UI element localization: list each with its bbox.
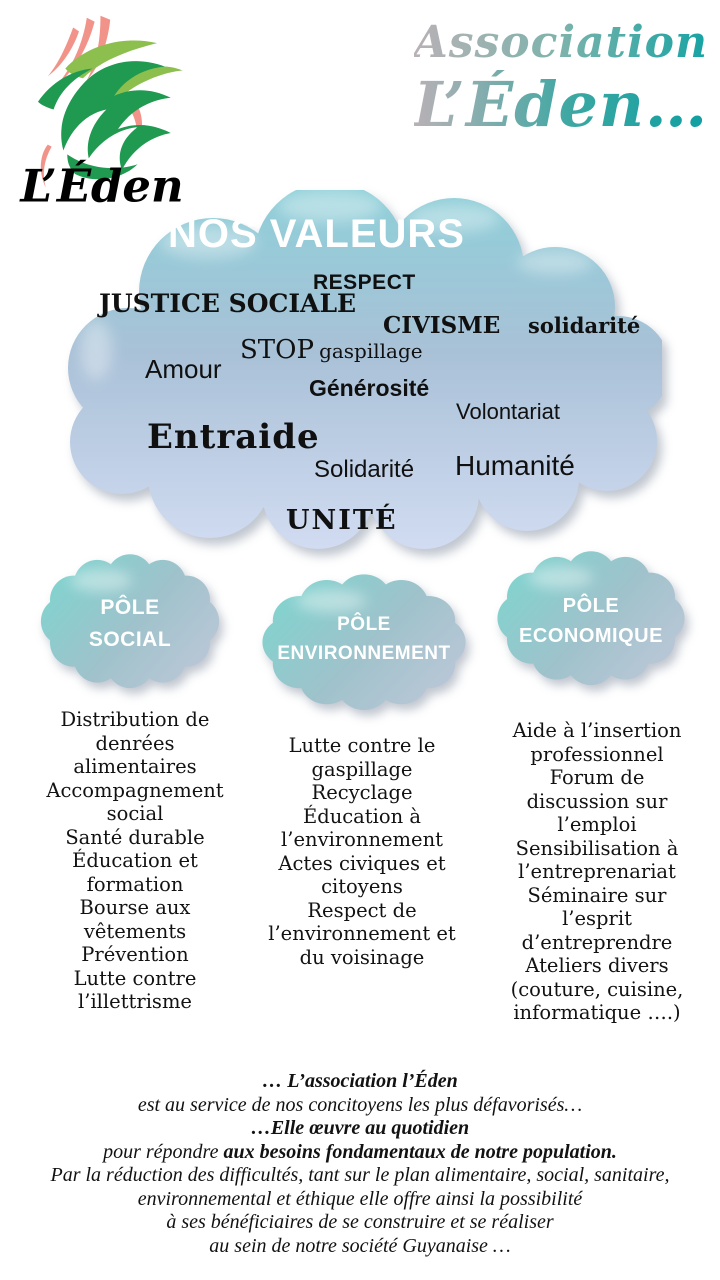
list-item: Bourse aux vêtements bbox=[79, 896, 191, 943]
list-item: Forum de discussion sur l’emploi bbox=[526, 766, 668, 836]
pole-environnement-label bbox=[250, 559, 478, 719]
value-word-civisme: CIVISME bbox=[383, 312, 501, 339]
list-item: Accompagnement social bbox=[46, 778, 224, 825]
values-cloud-heading: NOS VALEURS bbox=[168, 212, 465, 256]
pole-environnement-label-line1: PÔLE bbox=[337, 614, 391, 635]
value-word-entraide: Entraide bbox=[147, 417, 320, 457]
mission-line: au sein de notre société Guyanaise … bbox=[209, 1234, 511, 1257]
pole-economique-label-line1: PÔLE bbox=[562, 595, 620, 617]
list-item: Aide à l’insertion professionnel bbox=[512, 719, 682, 766]
value-word-amour: Amour bbox=[145, 354, 222, 384]
bird-of-paradise-logo-icon bbox=[8, 8, 190, 213]
value-word-humanite: Humanité bbox=[455, 450, 575, 481]
pole-social-label-line1: PÔLE bbox=[100, 596, 160, 619]
list-item: Sensibilisation à l’entreprenariat bbox=[515, 836, 679, 883]
association-title bbox=[414, 18, 708, 140]
list-item: Respect de l’environnement et du voisinage bbox=[268, 898, 456, 969]
mission-statement bbox=[0, 1070, 720, 1258]
list-item: Recyclage bbox=[311, 781, 413, 804]
mission-line bbox=[0, 1141, 720, 1165]
list-item: Lutte contre le gaspillage bbox=[288, 734, 436, 781]
value-word-stop-gaspillage bbox=[240, 335, 423, 365]
value-word-gaspillage: gaspillage bbox=[319, 339, 423, 363]
mission-line: … L’association l’Éden bbox=[262, 1070, 458, 1092]
pole-environnement-label-line2: ENVIRONNEMENT bbox=[277, 643, 451, 664]
list-item: Santé durable bbox=[65, 825, 205, 849]
list-item: Éducation à l’environnement bbox=[281, 804, 443, 851]
eden-logo bbox=[8, 8, 190, 213]
pole-social-list bbox=[37, 708, 233, 1014]
pole-economique-label bbox=[486, 542, 696, 700]
pole-social-label bbox=[30, 545, 230, 703]
list-item: Lutte contre l’illettrisme bbox=[73, 966, 197, 1013]
list-item: Prévention bbox=[81, 943, 189, 966]
value-word-unite: UNITÉ bbox=[286, 505, 398, 536]
list-item: Séminaire sur l’esprit d’entreprendre bbox=[521, 883, 673, 954]
mission-line: est au service de nos concitoyens les plus défavorisés… bbox=[137, 1093, 583, 1116]
pole-social-label-line2: SOCIAL bbox=[88, 628, 172, 651]
mission-line-bold: aux besoins fondamentaux de notre population. bbox=[223, 1140, 617, 1163]
pole-economique-list bbox=[503, 719, 691, 1025]
list-item: Distribution de denrées alimentaires bbox=[60, 708, 210, 778]
mission-line: Par la réduction des difficultés, tant sur le plan alimentaire, social, sanitaire, bbox=[50, 1164, 670, 1186]
value-word-solidarite: Solidarité bbox=[314, 456, 415, 483]
value-word-solidarite-small: solidarité bbox=[528, 313, 641, 338]
list-item: Ateliers divers (couture, cuisine, informatique ….) bbox=[510, 954, 684, 1024]
value-word-stop: STOP bbox=[240, 335, 314, 365]
pole-economique-cloud bbox=[486, 542, 696, 700]
pole-environnement-cloud bbox=[250, 565, 478, 725]
title-line-eden: L’Éden… bbox=[413, 68, 708, 141]
pole-environnement-list bbox=[263, 734, 461, 969]
logo-wordmark: L’Éden bbox=[20, 159, 184, 213]
value-word-generosite: Générosité bbox=[309, 375, 430, 401]
mission-line: à ses bénéficiaires de se construire et se réaliser bbox=[166, 1211, 554, 1233]
pole-economique-label-line2: ECONOMIQUE bbox=[519, 625, 663, 647]
mission-line: …Elle œuvre au quotidien bbox=[250, 1117, 470, 1139]
pole-social-cloud bbox=[30, 545, 230, 703]
list-item: Actes civiques et citoyens bbox=[278, 851, 446, 898]
value-word-respect: RESPECT bbox=[313, 271, 416, 294]
mission-line: environnemental et éthique elle offre ainsi la possibilité bbox=[137, 1187, 583, 1210]
mission-line-prefix: pour répondre bbox=[103, 1140, 224, 1163]
value-word-volontariat: Volontariat bbox=[456, 399, 560, 424]
value-word-justice-sociale: JUSTICE SOCIALE bbox=[99, 289, 357, 318]
title-line-association: Association bbox=[413, 17, 708, 68]
list-item: Éducation et formation bbox=[72, 849, 198, 896]
